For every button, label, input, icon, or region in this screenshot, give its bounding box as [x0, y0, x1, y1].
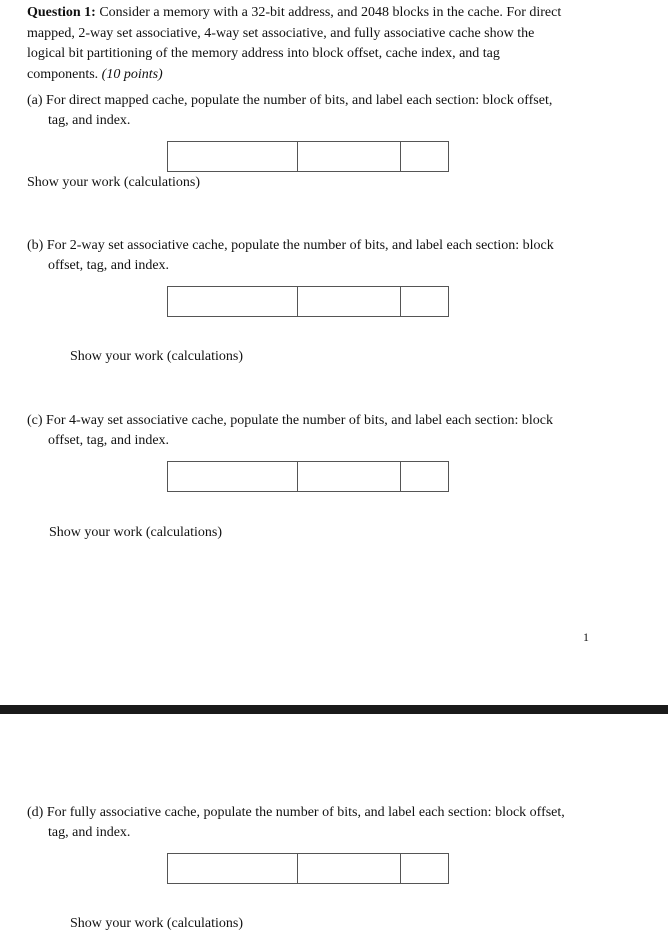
part-c-address-partition-box: [167, 461, 449, 492]
part-a-field-1[interactable]: [168, 142, 298, 171]
part-c-field-2[interactable]: [298, 462, 401, 491]
part-b-line-1: (b) For 2-way set associative cache, populate the number of bits, and label each section: block: [27, 238, 554, 253]
part-a-field-3[interactable]: [401, 142, 448, 171]
part-b-field-3[interactable]: [401, 287, 448, 316]
part-b-field-2[interactable]: [298, 287, 401, 316]
part-d-line-1: (d) For fully associative cache, populate the number of bits, and label each section: block offset,: [27, 805, 565, 820]
part-a-line-1: (a) For direct mapped cache, populate the number of bits, and label each section: block offset,: [27, 93, 553, 108]
part-d-prompt: [27, 803, 607, 842]
part-d-field-2[interactable]: [298, 854, 401, 883]
part-c-line-1: (c) For 4-way set associative cache, populate the number of bits, and label each section: block: [27, 413, 553, 428]
part-c-field-1[interactable]: [168, 462, 298, 491]
part-a-show-work: Show your work (calculations): [27, 175, 201, 190]
question-1-header: [27, 3, 627, 85]
part-a-line-2: tag, and index.: [48, 112, 131, 128]
question-text-line-3: logical bit partitioning of the memory address into block offset, cache index, and tag: [27, 46, 500, 62]
part-d-field-1[interactable]: [168, 854, 298, 883]
part-b-field-1[interactable]: [168, 287, 298, 316]
question-text-line-1: Consider a memory with a 32-bit address, and 2048 blocks in the cache. For direct: [95, 5, 562, 20]
part-d-line-2: tag, and index.: [48, 824, 131, 840]
part-c-show-work: Show your work (calculations): [49, 525, 223, 540]
part-b-address-partition-box: [167, 286, 449, 317]
part-a-field-2[interactable]: [298, 142, 401, 171]
part-d-show-work: Show your work (calculations): [70, 916, 244, 931]
question-text-line-2: mapped, 2-way set associative, 4-way set associative, and fully associative cache show the: [27, 25, 535, 41]
part-d-field-3[interactable]: [401, 854, 448, 883]
part-a-prompt: [27, 91, 607, 130]
part-d-address-partition-box: [167, 853, 449, 884]
question-points: (10 points): [101, 66, 163, 82]
question-text-line-4: components.: [27, 66, 102, 82]
part-c-prompt: [27, 411, 607, 450]
part-a-address-partition-box: [167, 141, 449, 172]
part-c-field-3[interactable]: [401, 462, 448, 491]
part-b-prompt: [27, 236, 607, 275]
part-b-show-work: Show your work (calculations): [70, 349, 244, 364]
part-c-line-2: offset, tag, and index.: [48, 432, 170, 448]
question-label: Question 1:: [27, 5, 96, 20]
part-b-line-2: offset, tag, and index.: [48, 257, 170, 273]
page-number: 1: [583, 630, 589, 644]
page-break-divider: [0, 705, 668, 714]
